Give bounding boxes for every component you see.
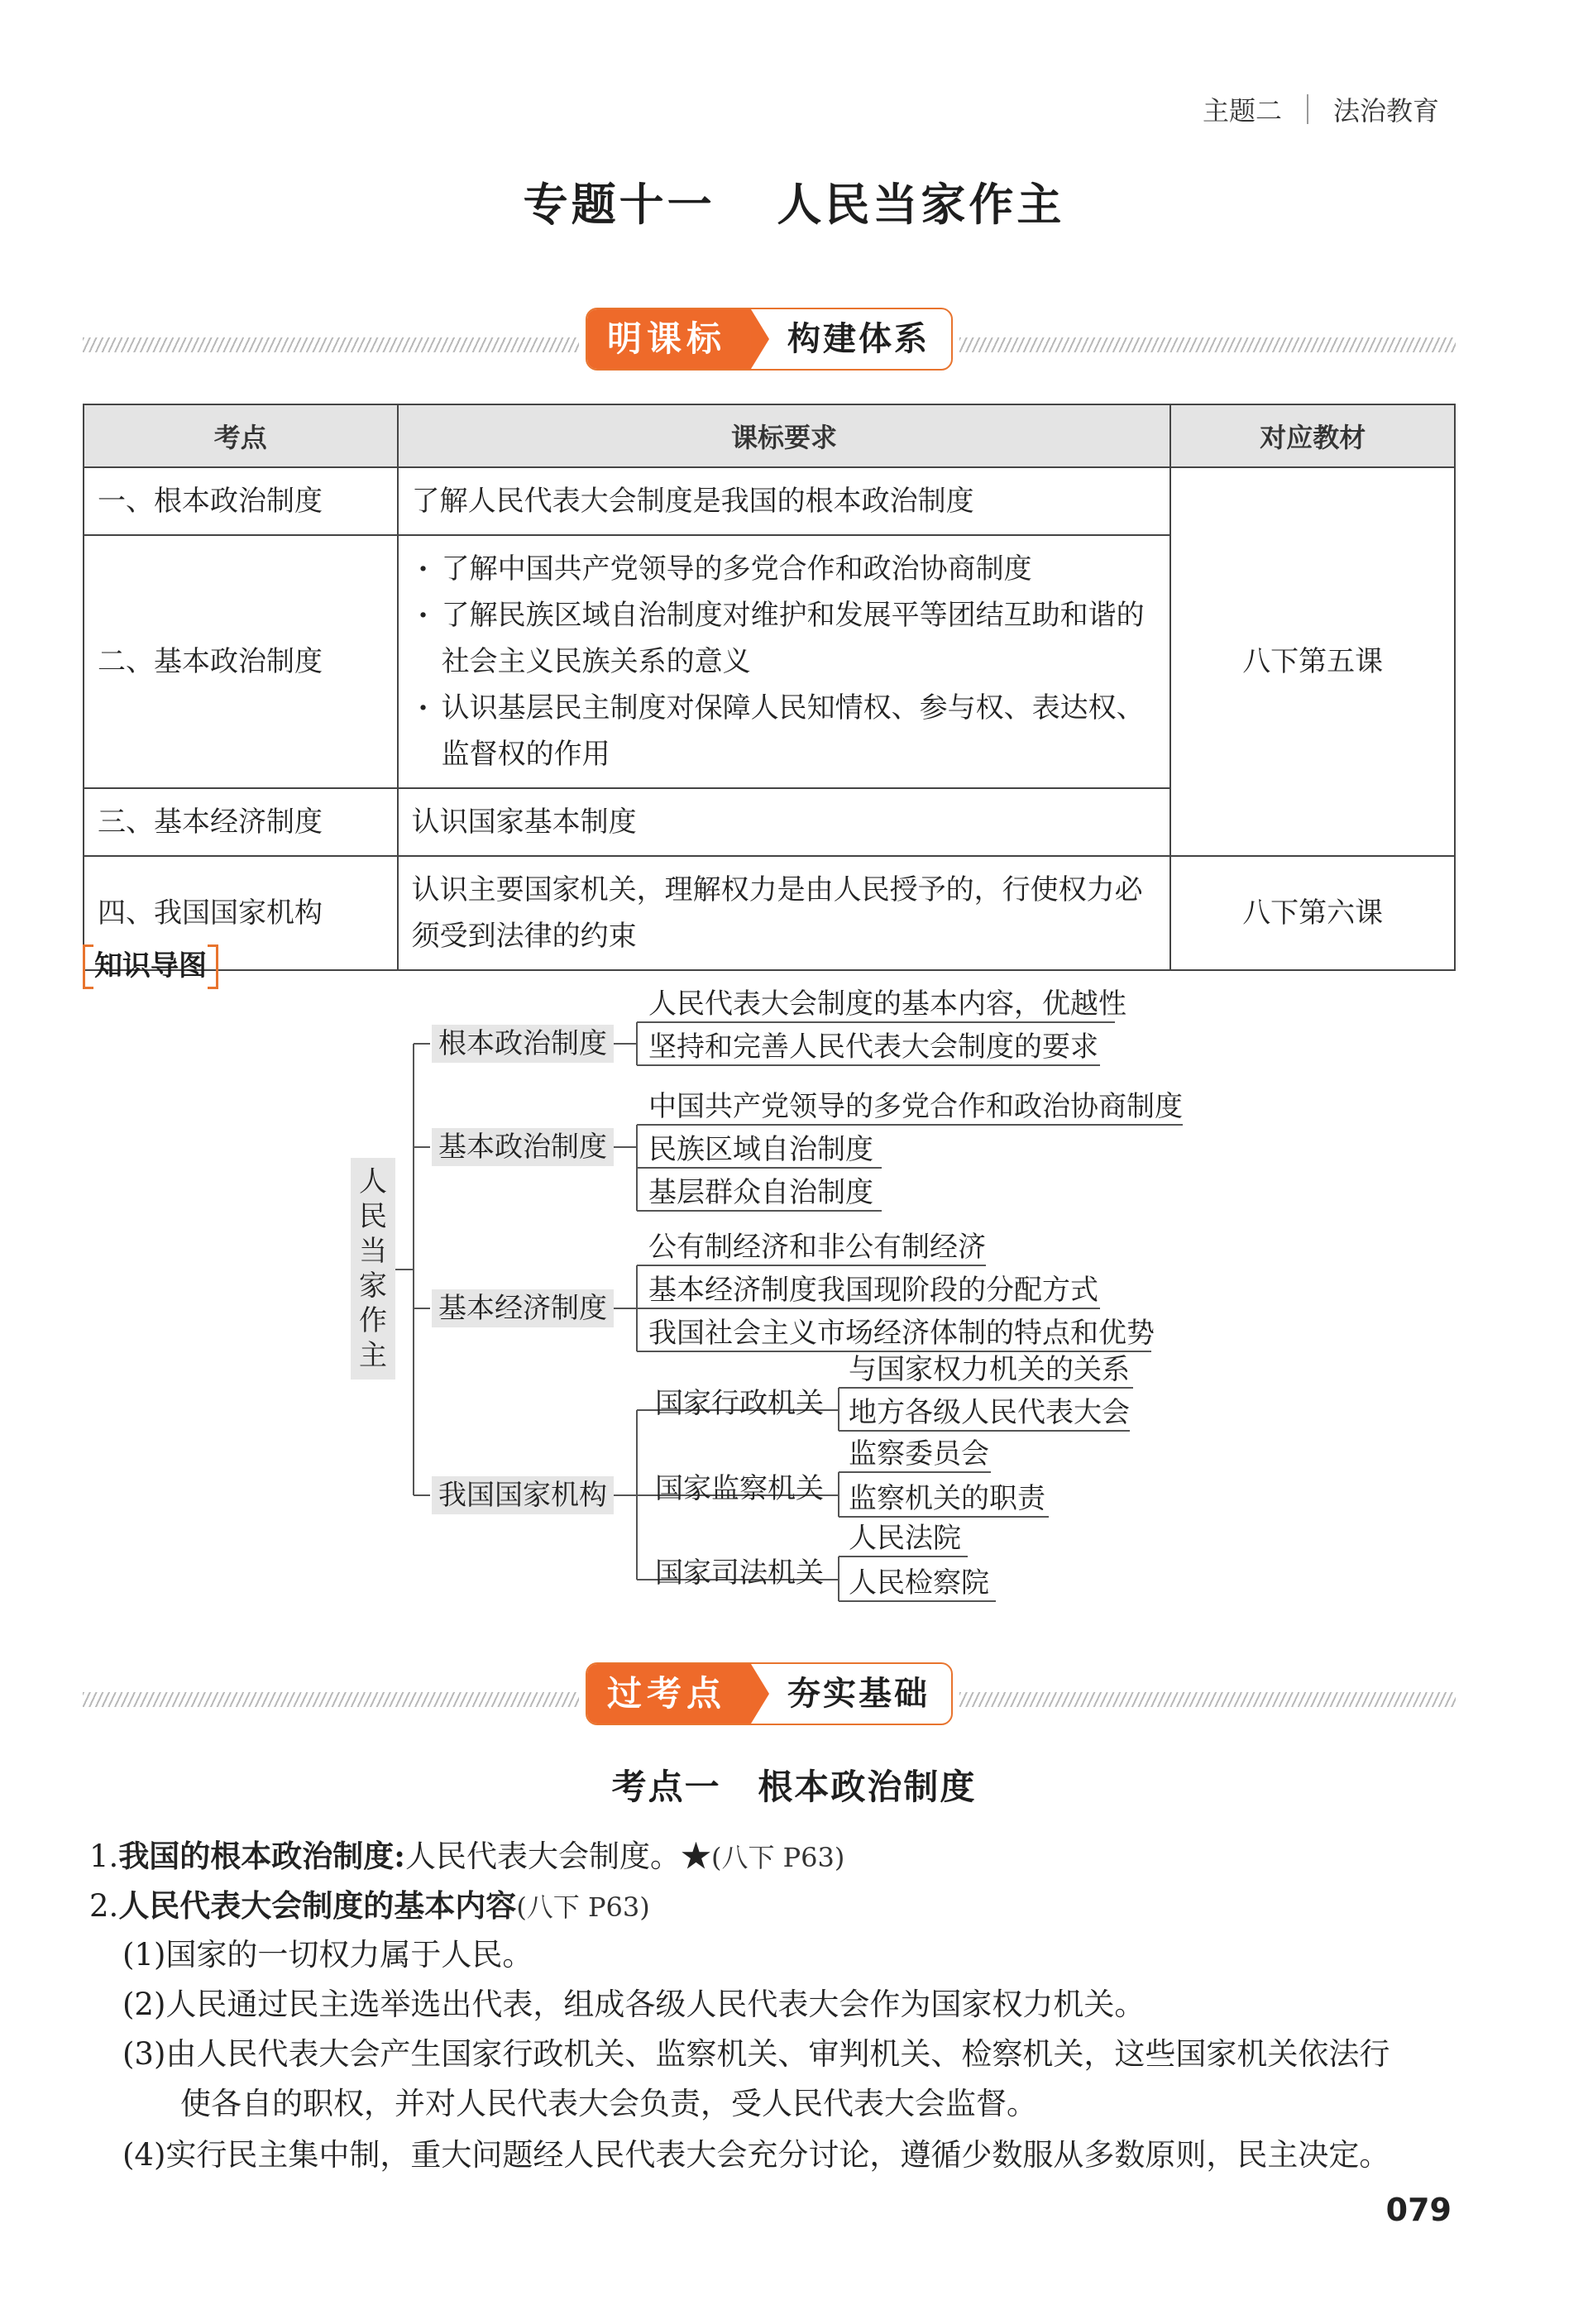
title-part2: 人民当家作主 xyxy=(777,178,1065,231)
row-textbook: 八下第五课 xyxy=(1170,467,1455,856)
row-point: 一、根本政治制度 xyxy=(84,467,398,535)
mindmap-branch: 根本政治制度 xyxy=(432,1025,614,1063)
header-divider xyxy=(1307,94,1308,124)
page-number: 079 xyxy=(1385,2192,1452,2228)
mindmap-leaf: 人民检察院 xyxy=(849,1566,989,1600)
banner-left-label: 明课标 xyxy=(587,309,751,369)
mindmap-leaf: 监察委员会 xyxy=(849,1437,989,1470)
section-banner-standards xyxy=(83,308,1456,374)
point-name: 根本政治制度 xyxy=(758,1767,977,1807)
sub-item-continued: 使各自的职权，并对人民代表大会负责，受人民代表大会监督。 xyxy=(180,2086,1037,2121)
header-subject: 法治教育 xyxy=(1332,95,1439,127)
mindmap-leaf: 监察机关的职责 xyxy=(849,1482,1045,1515)
mindmap-leaf: 公有制经济和非公有制经济 xyxy=(648,1231,986,1264)
requirement-bullet: · 了解中国共产党领导的多党合作和政治协商制度 xyxy=(412,546,1157,592)
mindmap-leaf: 我国社会主义市场经济体制的特点和优势 xyxy=(648,1317,1155,1350)
section-banner-exam-points xyxy=(83,1662,1456,1729)
sub-item: (2)人民通过民主选举选出代表，组成各级人民代表大会作为国家权力机关。 xyxy=(122,1987,1146,2022)
mindmap-root xyxy=(351,1158,395,1380)
banner-right-label: 夯实基础 xyxy=(787,1675,930,1713)
item-1 xyxy=(89,1831,844,1882)
mindmap-leaf: 人民代表大会制度的基本内容，优越性 xyxy=(648,987,1126,1021)
banner-hatch-left xyxy=(83,337,579,352)
sub-item: (4)实行民主集中制，重大问题经人民代表大会充分讨论，遵循少数服从多数原则，民主决定。 xyxy=(122,2137,1390,2173)
mindmap-sub: 国家行政机关 xyxy=(655,1387,824,1420)
row-point: 二、基本政治制度 xyxy=(84,535,398,788)
mindmap-leaf: 基本经济制度我国现阶段的分配方式 xyxy=(648,1274,1098,1307)
banner-right-label: 构建体系 xyxy=(787,320,930,358)
row-point: 四、我国国家机构 xyxy=(84,856,398,970)
row-point: 三、基本经济制度 xyxy=(84,788,398,856)
mindmap-sub: 国家司法机关 xyxy=(655,1557,824,1590)
requirement-bullet: · 认识基层民主制度对保障人民知情权、参与权、表达权、监督权的作用 xyxy=(412,685,1157,777)
mindmap-leaf: 中国共产党领导的多党合作和政治协商制度 xyxy=(648,1090,1183,1123)
root-char: 人 xyxy=(359,1165,387,1198)
sub-item: (1)国家的一切权力属于人民。 xyxy=(122,1937,533,1973)
row-requirement: 认识国家基本制度 xyxy=(398,788,1171,856)
table-header-row xyxy=(84,404,1455,467)
row-requirement: 认识主要国家机关，理解权力是由人民授予的，行使权力必须受到法律的约束 xyxy=(398,856,1171,970)
mindmap-leaf: 民族区域自治制度 xyxy=(648,1133,873,1166)
mindmap-branch: 基本经济制度 xyxy=(432,1289,614,1327)
table-row xyxy=(84,467,1455,535)
point-number: 考点一 xyxy=(611,1767,721,1807)
requirement-bullet: · 了解民族区域自治制度对维护和发展平等团结互助和谐的社会主义民族关系的意义 xyxy=(412,592,1157,685)
root-char: 当 xyxy=(359,1235,387,1268)
row-textbook: 八下第六课 xyxy=(1170,856,1455,970)
knowledge-map-label: 知识导图 xyxy=(83,944,218,987)
exam-point-title xyxy=(0,1760,1588,1810)
mindmap-leaf: 地方各级人民代表大会 xyxy=(849,1396,1130,1429)
root-char: 主 xyxy=(359,1339,387,1372)
item-heading: 我国的根本政治制度: xyxy=(118,1838,405,1874)
item-number: 2. xyxy=(89,1888,119,1924)
item-2 xyxy=(89,1881,650,1932)
mindmap-leaf: 基层群众自治制度 xyxy=(648,1176,873,1209)
mindmap-branch: 我国国家机构 xyxy=(432,1476,614,1514)
item-text: 人民代表大会制度。★ xyxy=(404,1839,711,1874)
mindmap-leaf: 与国家权力机关的关系 xyxy=(849,1353,1130,1386)
banner-pill xyxy=(586,308,953,371)
root-char: 民 xyxy=(359,1200,387,1233)
running-header xyxy=(1203,91,1439,127)
banner-pill xyxy=(586,1662,953,1725)
banner-left-label: 过考点 xyxy=(587,1664,751,1724)
sub-item: (3)由人民代表大会产生国家行政机关、监察机关、审判机关、检察机关，这些国家机关依法行 xyxy=(122,2036,1390,2072)
page-title xyxy=(0,170,1588,233)
root-char: 作 xyxy=(359,1304,387,1337)
banner-hatch-right xyxy=(959,337,1456,352)
header-theme: 主题二 xyxy=(1202,95,1282,127)
item-number: 1. xyxy=(89,1839,119,1874)
row-requirement xyxy=(398,535,1171,788)
mindmap-sub: 国家监察机关 xyxy=(655,1472,824,1505)
textbook-ref: (八下 P63) xyxy=(516,1891,650,1923)
header-point: 考点 xyxy=(84,404,398,467)
banner-hatch-right xyxy=(959,1692,1456,1707)
root-char: 家 xyxy=(359,1270,387,1303)
item-heading: 人民代表大会制度的基本内容 xyxy=(118,1887,517,1924)
mindmap-leaf: 人民法院 xyxy=(849,1522,961,1555)
table-row xyxy=(84,856,1455,970)
row-requirement: 了解人民代表大会制度是我国的根本政治制度 xyxy=(398,467,1171,535)
header-textbook: 对应教材 xyxy=(1170,404,1455,467)
mindmap-branch: 基本政治制度 xyxy=(432,1128,614,1166)
mindmap-leaf: 坚持和完善人民代表大会制度的要求 xyxy=(648,1030,1098,1064)
title-part1: 专题十一 xyxy=(523,178,715,231)
textbook-ref: (八下 P63) xyxy=(710,1842,845,1873)
header-requirement: 课标要求 xyxy=(398,404,1171,467)
curriculum-table xyxy=(83,404,1456,971)
banner-hatch-left xyxy=(83,1692,579,1707)
